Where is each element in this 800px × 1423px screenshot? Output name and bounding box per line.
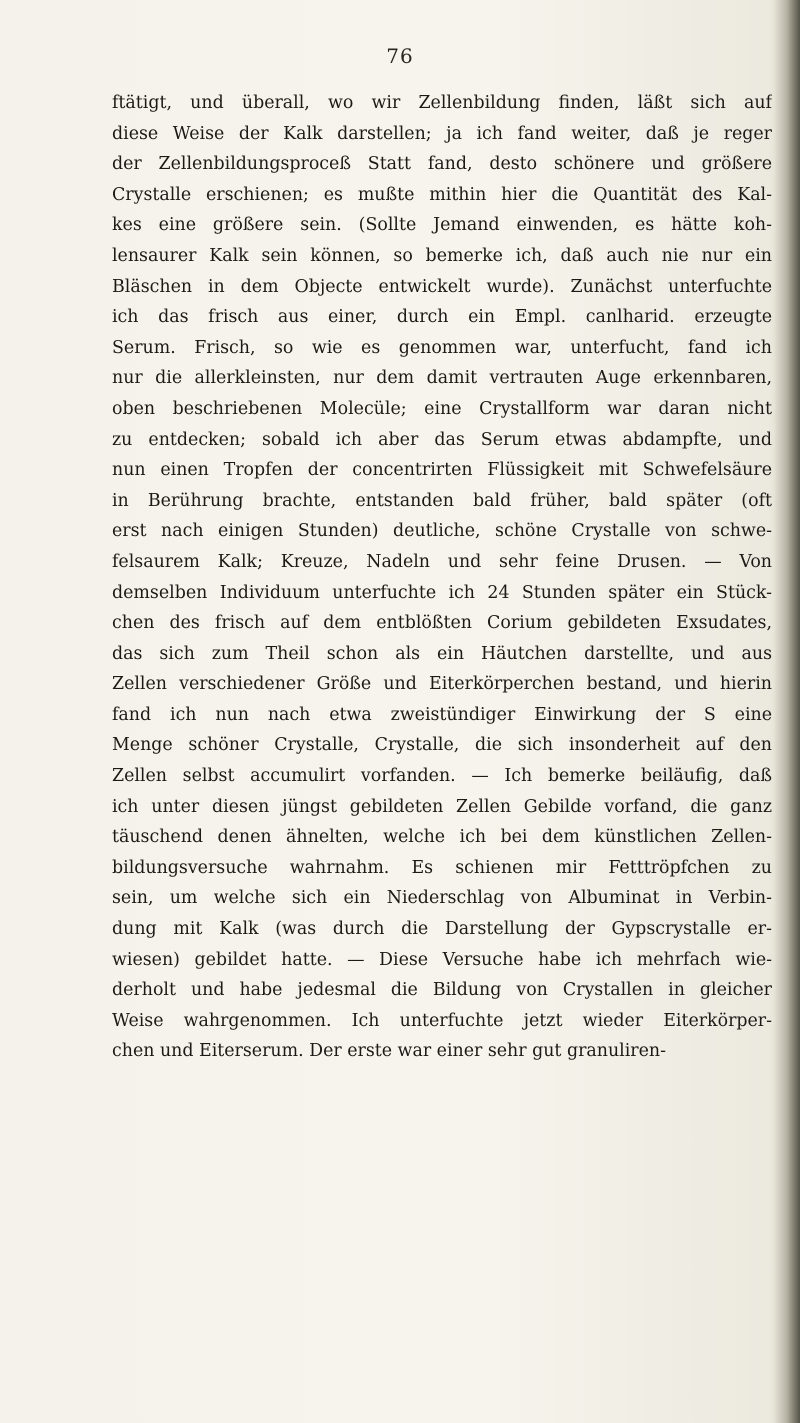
text-line: Bläschen in dem Objecte entwickelt wurde). Zunächst unterfuchte bbox=[112, 276, 772, 297]
text-line: zu entdecken; sobald ich aber das Serum etwas abdampfte, und bbox=[112, 429, 772, 450]
text-line: demselben Individuum unterfuchte ich 24 Stunden später ein Stück- bbox=[112, 582, 772, 603]
text-line: ich das frisch aus einer, durch ein Empl. canlharid. erzeugte bbox=[112, 307, 772, 328]
text-line: diese Weise der Kalk darstellen; ja ich fand weiter, daß je reger bbox=[112, 123, 772, 144]
body-text bbox=[112, 88, 772, 1067]
text-line: Menge schöner Crystalle, Crystalle, die sich insonderheit auf den bbox=[112, 735, 772, 756]
text-line: Zellen verschiedener Größe und Eiterkörperchen bestand, und hierin bbox=[112, 674, 772, 695]
text-line: nun einen Tropfen der concentrirten Flüssigkeit mit Schwefelsäure bbox=[112, 460, 772, 481]
text-line: ftätigt, und überall, wo wir Zellenbildung finden, läßt sich auf bbox=[112, 93, 772, 113]
text-line: ich unter diesen jüngst gebildeten Zellen Gebilde vorfand, die ganz bbox=[112, 796, 772, 817]
text-line: chen des frisch auf dem entblößten Corium gebildeten Exsudates, bbox=[112, 613, 772, 634]
text-line: felsaurem Kalk; Kreuze, Nadeln und sehr feine Drusen. — Von bbox=[112, 551, 772, 572]
page-edge-shadow bbox=[774, 0, 800, 1423]
page-number: 76 bbox=[386, 44, 414, 68]
text-line: Serum. Frisch, so wie es genommen war, unterfucht, fand ich bbox=[112, 337, 772, 358]
text-line: nur die allerkleinsten, nur dem damit vertrauten Auge erkennbaren, bbox=[112, 368, 772, 389]
text-line: derholt und habe jedesmal die Bildung von Crystallen in gleicher bbox=[112, 980, 772, 1001]
text-line: das sich zum Theil schon als ein Häutchen darstellte, und aus bbox=[112, 643, 772, 664]
text-line: lensaurer Kalk sein können, so bemerke ich, daß auch nie nur ein bbox=[112, 245, 772, 266]
text-line: sein, um welche sich ein Niederschlag von Albuminat in Verbin- bbox=[112, 888, 772, 909]
text-line: fand ich nun nach etwa zweistündiger Einwirkung der S eine bbox=[112, 704, 772, 725]
text-line: in Berührung brachte, entstanden bald früher, bald später (oft bbox=[112, 490, 772, 511]
text-line: kes eine größere sein. (Sollte Jemand einwenden, es hätte koh- bbox=[112, 215, 772, 236]
text-line: bildungsversuche wahrnahm. Es schienen mir Fetttröpfchen zu bbox=[112, 857, 772, 878]
text-line: oben beschriebenen Molecüle; eine Crystallform war daran nicht bbox=[112, 398, 772, 419]
text-line: der Zellenbildungsproceß Statt fand, desto schönere und größere bbox=[112, 154, 772, 175]
text-line: täuschend denen ähnelten, welche ich bei dem künstlichen Zellen- bbox=[112, 827, 772, 848]
text-line: chen und Eiterserum. Der erste war einer sehr gut granuliren- bbox=[112, 1041, 666, 1062]
text-line: erst nach einigen Stunden) deutliche, schöne Crystalle von schwe- bbox=[112, 521, 772, 542]
text-line: dung mit Kalk (was durch die Darstellung der Gypscrystalle er- bbox=[112, 919, 772, 940]
text-line: Crystalle erschienen; es mußte mithin hier die Quantität des Kal- bbox=[112, 184, 772, 205]
text-line: Weise wahrgenommen. Ich unterfuchte jetzt wieder Eiterkörper- bbox=[112, 1010, 772, 1031]
text-line: Zellen selbst accumulirt vorfanden. — Ich bemerke beiläufig, daß bbox=[112, 766, 772, 787]
text-line: wiesen) gebildet hatte. — Diese Versuche habe ich mehrfach wie- bbox=[112, 949, 772, 970]
